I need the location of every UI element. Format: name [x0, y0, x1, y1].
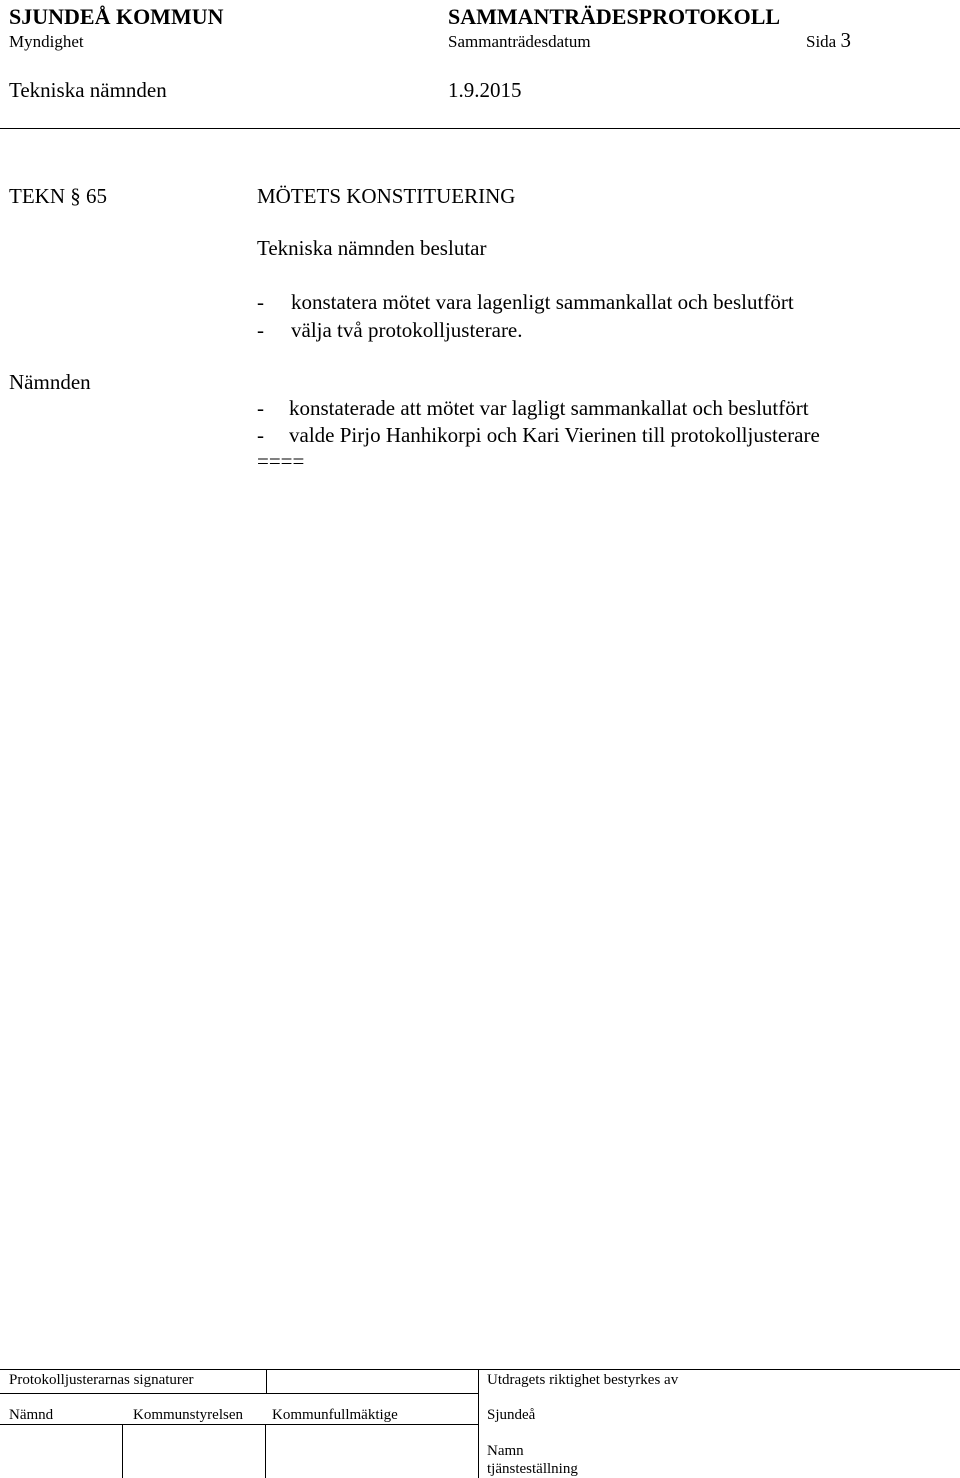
end-marker: ====	[257, 449, 305, 473]
bullet-dash: -	[257, 423, 264, 447]
footer-vertical-divider	[265, 1424, 266, 1478]
header-divider	[0, 128, 960, 129]
certification-name-label: Namn	[487, 1443, 524, 1459]
page-number: 3	[840, 28, 851, 52]
decision-item	[257, 398, 809, 419]
bullet-dash: -	[257, 396, 264, 420]
section-id: TEKN § 65	[9, 184, 107, 208]
footer-vertical-divider	[478, 1369, 479, 1478]
bullet-dash: -	[257, 290, 264, 314]
organization-name: SJUNDEÅ KOMMUN	[9, 4, 224, 29]
signature-col-kommunfullmaktige: Kommunfullmäktige	[272, 1407, 398, 1423]
signature-col-namnd: Nämnd	[9, 1407, 54, 1423]
certification-place: Sjundeå	[487, 1407, 536, 1423]
footer-header-divider	[0, 1393, 478, 1394]
page-indicator	[806, 30, 851, 51]
footer-row-divider	[0, 1424, 478, 1425]
decision-item-text: konstaterade att mötet var lagligt sammankallat och beslutfört	[289, 396, 809, 420]
proposal-item	[257, 292, 794, 313]
signature-footer	[0, 1369, 960, 1478]
signature-col-kommunstyrelsen: Kommunstyrelsen	[133, 1407, 243, 1423]
proposal-intro: Tekniska nämnden beslutar	[257, 236, 487, 260]
certification-label: Utdragets riktighet bestyrkes av	[487, 1372, 679, 1388]
proposal-item	[257, 320, 523, 341]
proposal-item-text: konstatera mötet vara lagenligt sammankallat och beslutfört	[291, 290, 794, 314]
decision-item-text: valde Pirjo Hanhikorpi och Kari Vierinen till protokolljusterare	[289, 423, 820, 447]
authority-label: Myndighet	[9, 32, 84, 51]
decision-label: Nämnden	[9, 370, 91, 394]
document-type: SAMMANTRÄDESPROTOKOLL	[448, 4, 781, 29]
signatures-label: Protokolljusterarnas signaturer	[9, 1372, 194, 1388]
authority-name: Tekniska nämnden	[9, 78, 167, 102]
footer-top-border	[0, 1369, 960, 1370]
decision-item	[257, 425, 820, 446]
proposal-item-text: välja två protokolljusterare.	[291, 318, 523, 342]
page-label: Sida	[806, 32, 837, 51]
bullet-dash: -	[257, 318, 264, 342]
meeting-date: 1.9.2015	[448, 78, 522, 102]
footer-vertical-divider	[122, 1424, 123, 1478]
footer-vertical-divider	[266, 1369, 267, 1393]
certification-title-label: tjänsteställning	[487, 1461, 578, 1477]
section-title: MÖTETS KONSTITUERING	[257, 184, 516, 208]
meeting-date-label: Sammanträdesdatum	[448, 32, 591, 51]
